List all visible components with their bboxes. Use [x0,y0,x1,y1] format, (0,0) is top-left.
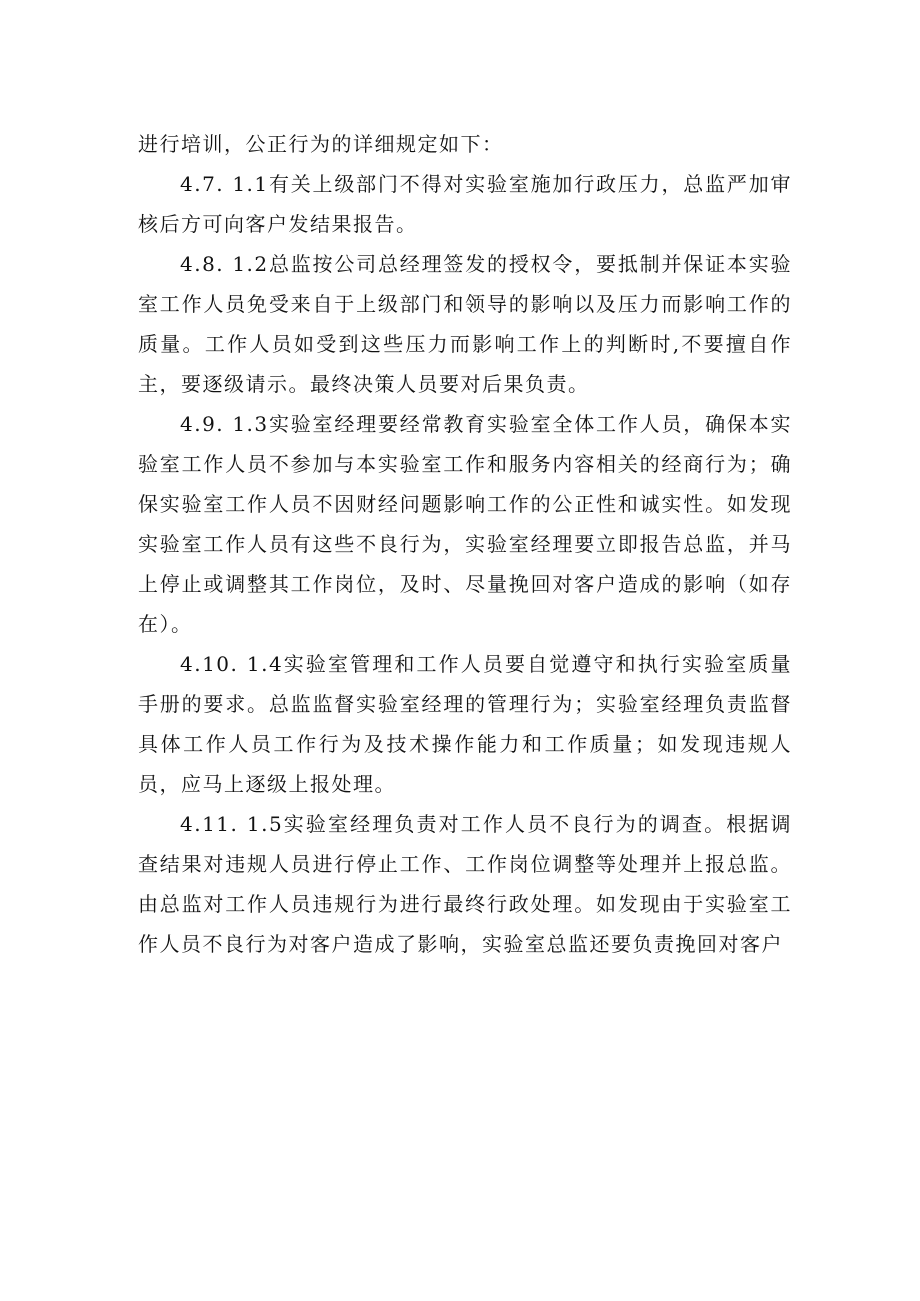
paragraph-4-11: 4.11. 1.5实验室经理负责对工作人员不良行为的调查。根据调查结果对违规人员进行停止工作、工作岗位调整等处理并上报总监。由总监对工作人员违规行为进行最终行政处理。如发现由于实验室工作人员不良行为对客户造成了影响，实验室总监还要负责挽回对客户 [138,812,792,956]
document-body [138,124,792,964]
paragraph-4-10: 4.10. 1.4实验室管理和工作人员要自觉遵守和执行实验室质量手册的要求。总监监督实验室经理的管理行为；实验室经理负责监督具体工作人员工作行为及技术操作能力和工作质量；如发现违规人员，应马上逐级上报处理。 [138,652,792,796]
paragraph-4-7: 4.7. 1.1有关上级部门不得对实验室施加行政压力，总监严加审核后方可向客户发结果报告。 [138,172,792,236]
paragraph-4-9: 4.9. 1.3实验室经理要经常教育实验室全体工作人员，确保本实验室工作人员不参加与本实验室工作和服务内容相关的经商行为；确保实验室工作人员不因财经问题影响工作的公正性和诚实性。如发现实验室工作人员有这些不良行为，实验室经理要立即报告总监，并马上停止或调整其工作岗位，及时、尽量挽回对客户造成的影响（如存在）。 [138,412,792,636]
paragraph-4-8: 4.8. 1.2总监按公司总经理签发的授权令，要抵制并保证本实验室工作人员免受来自于上级部门和领导的影响以及压力而影响工作的质量。工作人员如受到这些压力而影响工作上的判断时,不要擅自作主，要逐级请示。最终决策人员要对后果负责。 [138,252,792,396]
paragraph-intro: 进行培训，公正行为的详细规定如下： [138,132,504,156]
